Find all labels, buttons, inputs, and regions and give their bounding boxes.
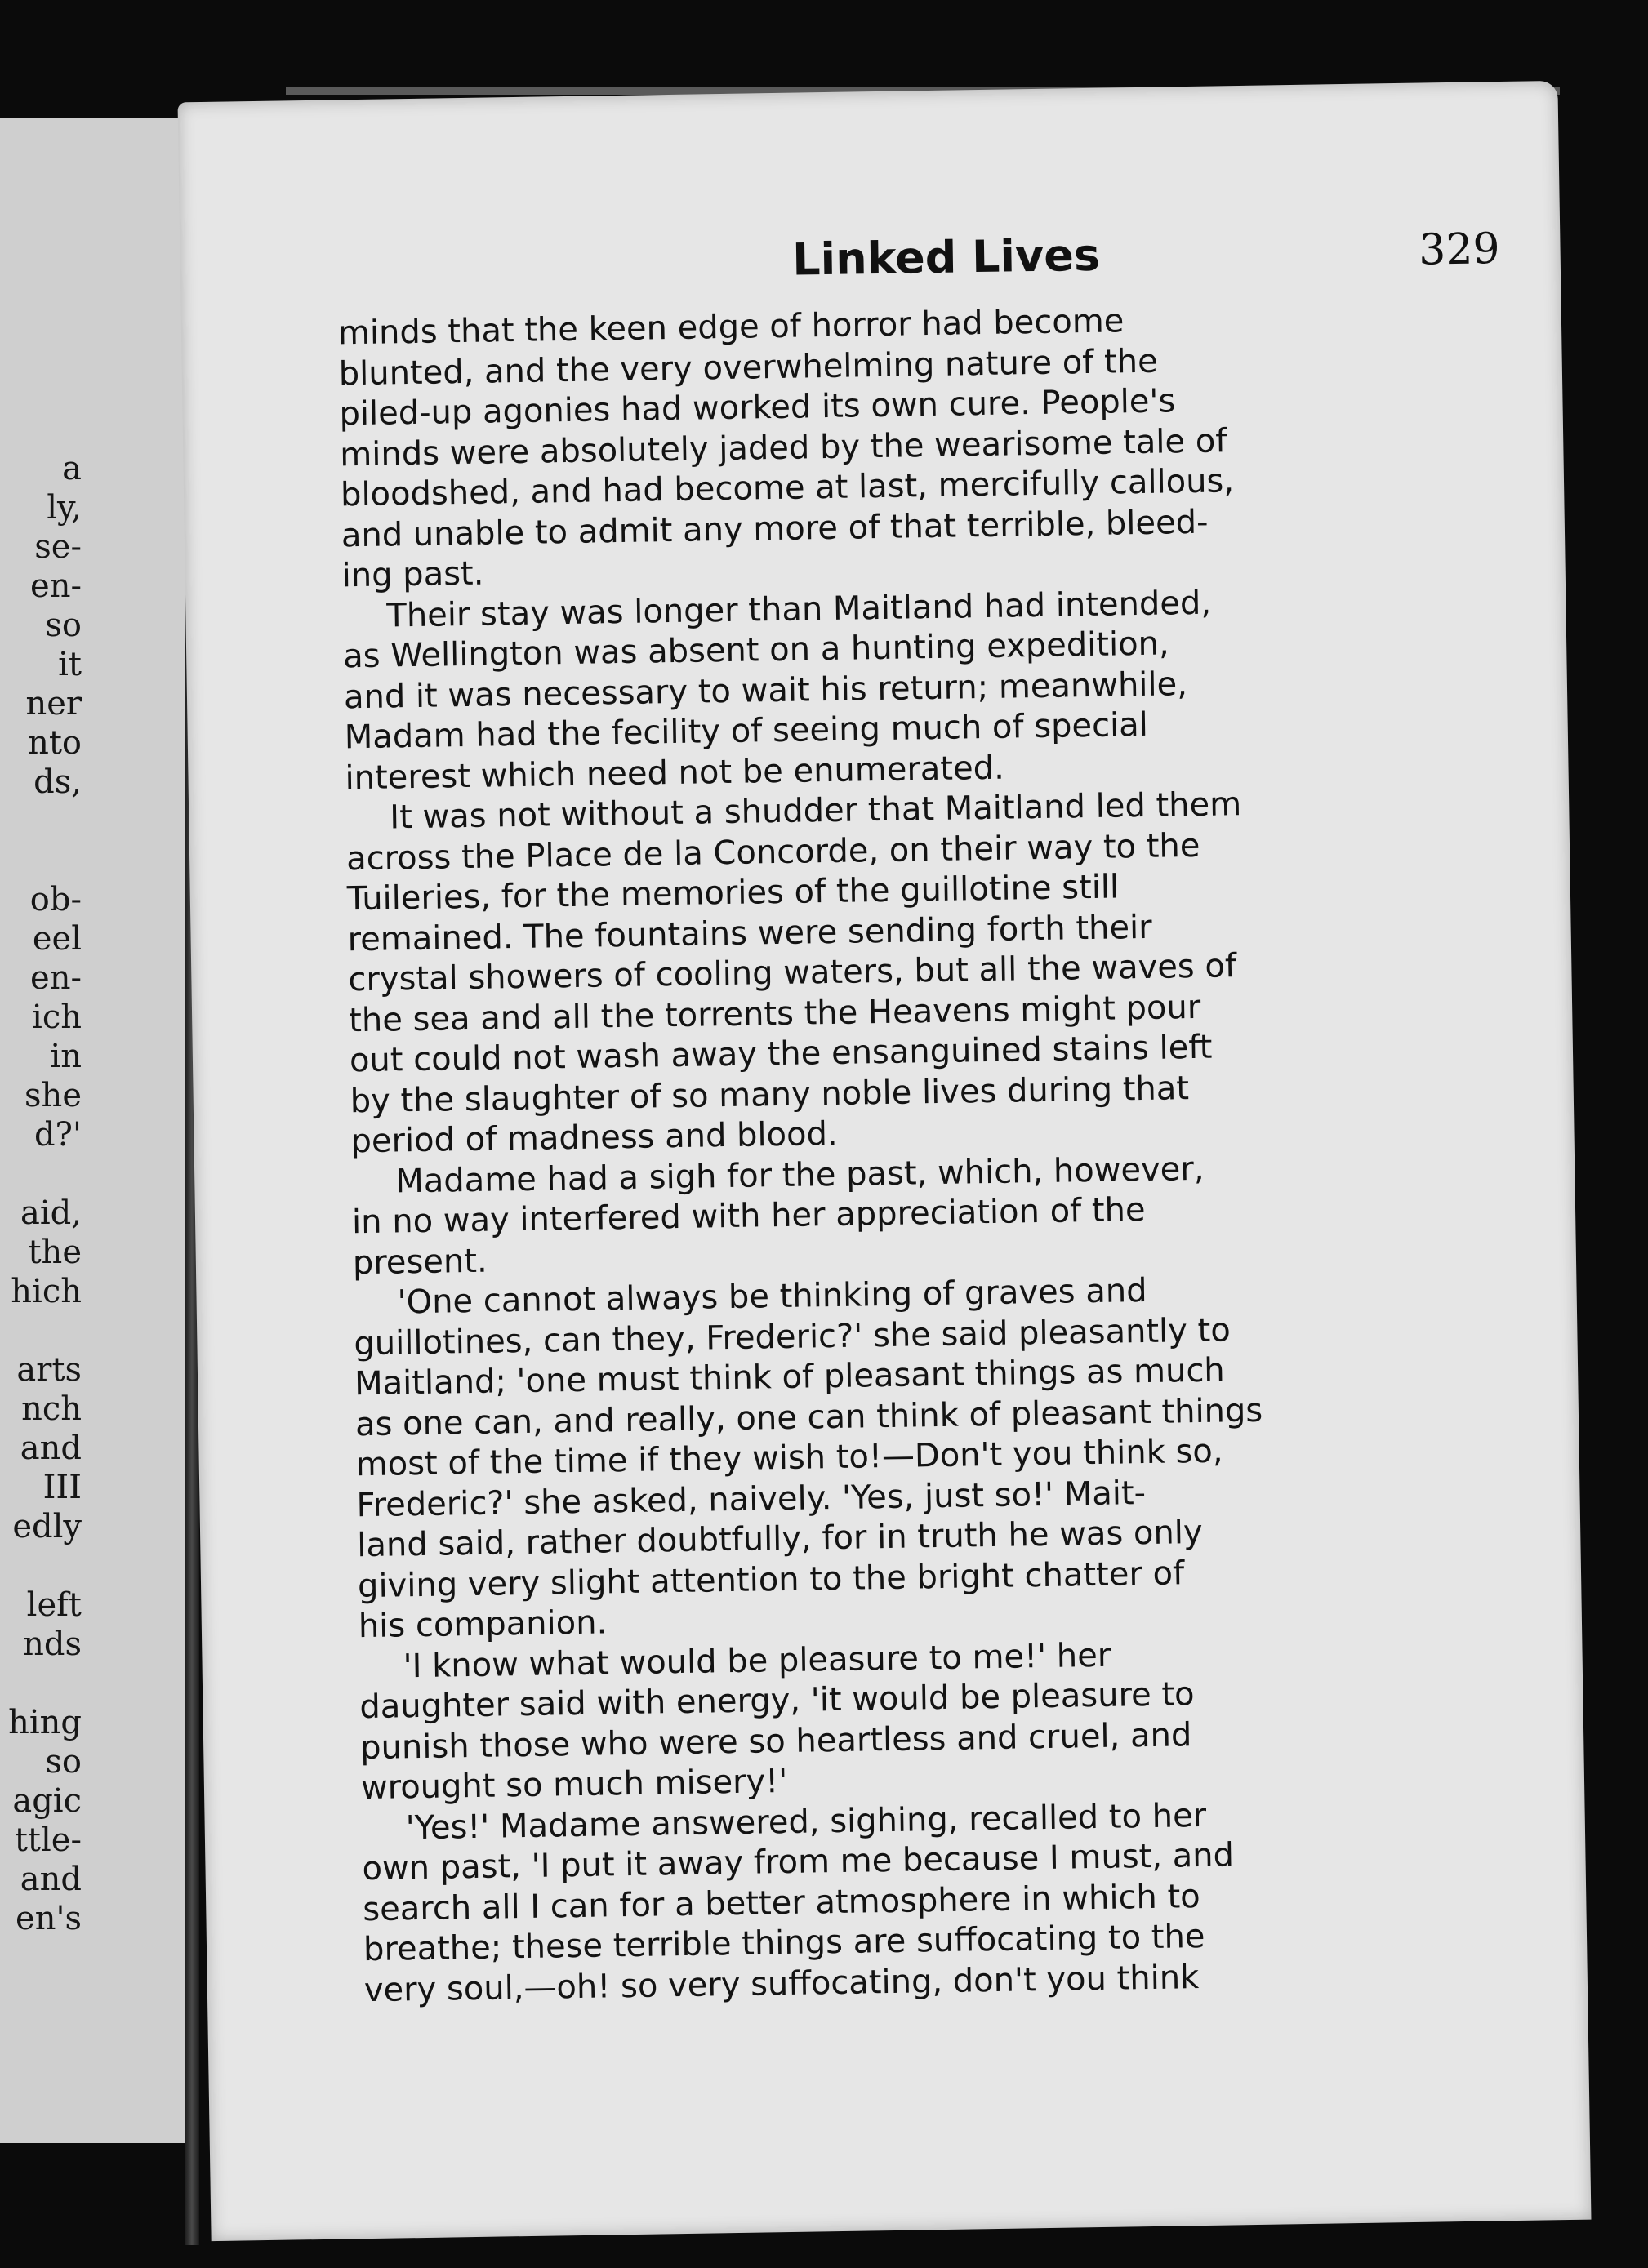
text-line: Maitland; 'one must think of pleasant things as much [354, 1351, 1226, 1403]
text-line: own past, 'I put it away from me because I must, and [362, 1836, 1235, 1888]
text-line: by the slaughter of so many noble lives during that [350, 1069, 1190, 1120]
left-page-edge [0, 118, 194, 2143]
left-page-fragment: a [62, 450, 82, 487]
text-line: as Wellington was absent on a hunting expedition, [342, 625, 1170, 676]
left-page-fragment: hich [11, 1273, 82, 1310]
text-line: Their stay was longer than Maitland had intended, [386, 584, 1212, 634]
left-page-fragment: en- [30, 959, 82, 997]
body-text [338, 298, 1378, 2011]
page-header [343, 222, 1549, 298]
text-line: wrought so much misery!' [360, 1762, 788, 1808]
text-line: It was not without a shudder that Maitland led them [389, 785, 1242, 837]
text-line: Madame had a sigh for the past, which, however, [394, 1150, 1205, 1200]
left-page-fragment: nto [28, 724, 82, 762]
text-line: in no way interfered with her appreciation of the [351, 1190, 1146, 1242]
text-line: crystal showers of cooling waters, but all the waves of [348, 947, 1237, 999]
text-line: present. [352, 1242, 488, 1282]
text-line: ing past. [341, 554, 484, 595]
left-page-fragment: aid, [20, 1194, 82, 1232]
text-line: period of madness and blood. [350, 1114, 838, 1161]
running-title: Linked Lives [791, 229, 1101, 286]
left-page-fragment: edly [12, 1508, 82, 1545]
text-line: his companion. [358, 1603, 608, 1646]
left-page-fragment: ds, [33, 763, 82, 801]
left-page-fragment: in [50, 1038, 82, 1075]
text-line: blunted, and the very overwhelming nature of the [338, 342, 1159, 393]
text-line: 'I know what would be pleasure to me!' her [403, 1636, 1111, 1685]
left-page-fragment: ob- [29, 881, 82, 918]
left-page-fragment: hing [8, 1704, 82, 1741]
text-line: and unable to admit any more of that terrible, bleed- [341, 503, 1209, 554]
text-line: Frederic?' she asked, naively. 'Yes, just so!' Mait- [356, 1474, 1147, 1524]
text-line: interest which need not be enumerated. [345, 749, 1005, 797]
text-line: minds that the keen edge of horror had become [337, 302, 1125, 353]
text-line: 'Yes!' Madame answered, sighing, recalled to her [405, 1796, 1207, 1847]
left-page-fragment: it [58, 646, 82, 683]
left-page-fragment: arts [16, 1351, 82, 1389]
left-page-fragment: ich [32, 998, 82, 1036]
left-page-fragment [0, 802, 82, 841]
text-line: search all I can for a better atmosphere in which to [362, 1877, 1201, 1928]
left-page-fragment: d?' [33, 1116, 82, 1154]
text-line: guillotines, can they, Frederic?' she said pleasantly to [354, 1310, 1232, 1363]
left-page-fragment: left [26, 1586, 82, 1624]
left-page-fragment: nch [21, 1390, 82, 1428]
text-line: out could not wash away the ensanguined stains left [349, 1028, 1213, 1080]
text-line: Madam had the fecility of seeing much of special [344, 705, 1149, 757]
left-page-fragment [0, 1154, 82, 1194]
text-line: piled-up agonies had worked its own cure. People's [339, 382, 1176, 434]
left-page-fragment: ttle- [14, 1821, 82, 1859]
left-page-fragment: en- [30, 567, 82, 605]
text-line: breathe; these terrible things are suffocating to the [363, 1917, 1205, 1969]
left-page-fragment: so [45, 1743, 82, 1781]
page-number: 329 [1418, 225, 1501, 275]
left-page-fragment: agic [12, 1782, 82, 1820]
left-page-fragment: ner [25, 685, 82, 723]
left-page-fragment: nds [23, 1625, 82, 1663]
left-page-fragment [0, 841, 82, 880]
left-page-fragment: and [20, 1430, 82, 1467]
left-page-fragment: the [28, 1234, 82, 1271]
text-line: minds were absolutely jaded by the wearisome tale of [339, 421, 1227, 474]
text-line: across the Place de la Concorde, on their way to the [345, 826, 1200, 878]
left-page-fragment [0, 1546, 82, 1585]
left-page-fragment: she [24, 1077, 82, 1114]
left-page-fragment: so [45, 607, 82, 644]
left-page-fragment: ly, [47, 489, 82, 527]
text-line: 'One cannot always be thinking of graves and [397, 1271, 1147, 1322]
left-page-fragment: and [20, 1861, 82, 1898]
text-line: Tuileries, for the memories of the guillotine still [346, 868, 1120, 918]
text-line: and it was necessary to wait his return; meanwhile, [343, 665, 1188, 716]
left-page-fragment: III [42, 1469, 82, 1506]
text-line: as one can, and really, one can think of pleasant things [354, 1391, 1263, 1443]
text-line: daughter said with energy, 'it would be pleasure to [359, 1675, 1195, 1727]
text-line: bloodshed, and had become at last, mercifully callous, [340, 462, 1235, 514]
right-page [178, 81, 1592, 2241]
text-line: land said, rather doubtfully, for in truth he was only [356, 1513, 1203, 1565]
left-page-fragment: en's [16, 1900, 82, 1937]
left-page-fragment-list [0, 449, 82, 1938]
left-page-fragment: eel [32, 920, 82, 958]
text-line: remained. The fountains were sending forth their [347, 908, 1152, 958]
left-page-fragment: se- [34, 528, 82, 566]
left-page-fragment [0, 1311, 82, 1350]
text-line: most of the time if they wish to!—Don't you think so, [355, 1432, 1223, 1484]
text-line: giving very slight attention to the bright chatter of [357, 1554, 1185, 1605]
left-page-fragment [0, 1664, 82, 1703]
text-line: the sea and all the torrents the Heavens might pour [348, 988, 1201, 1039]
text-line: punish those who were so heartless and cruel, and [359, 1715, 1192, 1767]
text-line: very soul,—oh! so very suffocating, don't you think [363, 1958, 1200, 2009]
